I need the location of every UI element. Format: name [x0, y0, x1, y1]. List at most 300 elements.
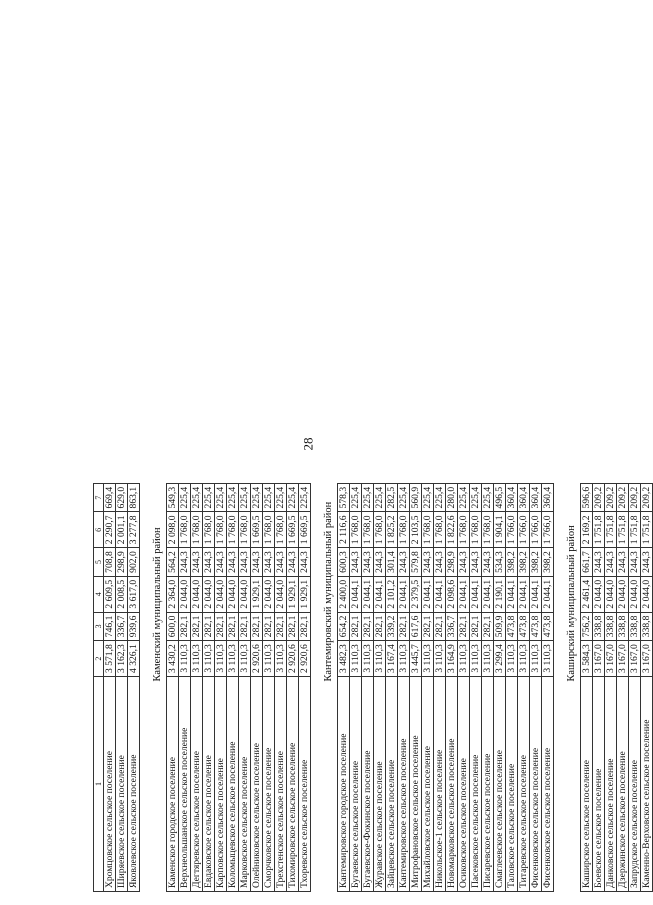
- table-row: [227, 483, 239, 891]
- value-cell: 1 768,0: [350, 512, 362, 548]
- value-cell: 2 044,0: [605, 576, 617, 612]
- value-cell: 225,4: [458, 483, 470, 512]
- value-cell: 473,8: [542, 612, 554, 641]
- table-row: [494, 483, 506, 891]
- settlement-name-cell: Дзержинское сельское поселение: [617, 677, 629, 892]
- value-cell: 3 110,3: [275, 641, 287, 677]
- value-cell: 1 766,0: [518, 512, 530, 548]
- value-cell: 2 044,1: [518, 576, 530, 612]
- value-cell: 1 751,8: [641, 512, 653, 548]
- value-cell: 534,3: [494, 548, 506, 577]
- value-cell: 3 110,3: [239, 641, 251, 677]
- table-row: [251, 483, 263, 891]
- value-cell: 2 044,1: [422, 576, 434, 612]
- value-cell: 336,7: [116, 612, 128, 641]
- table-row: [362, 483, 374, 891]
- value-cell: 3 584,3: [581, 641, 593, 677]
- settlement-name-cell: Митрофановское сельское поселение: [410, 677, 422, 892]
- value-cell: 617,6: [410, 612, 422, 641]
- settlement-name-cell: Коломыцевское сельское поселение: [227, 677, 239, 892]
- value-cell: 244,3: [398, 548, 410, 577]
- value-cell: 2 044,1: [398, 576, 410, 612]
- page-number: 28: [300, 437, 316, 451]
- value-cell: 2 044,0: [191, 576, 203, 612]
- value-cell: 1 766,0: [542, 512, 554, 548]
- settlement-name-cell: Данковское сельское поселение: [605, 677, 617, 892]
- value-cell: 225,4: [191, 483, 203, 512]
- settlement-name-cell: Осиковское сельское поселение: [458, 677, 470, 892]
- value-cell: 1 751,8: [605, 512, 617, 548]
- value-cell: 3 167,0: [629, 641, 641, 677]
- table-row: [287, 483, 299, 891]
- value-cell: 244,3: [299, 548, 311, 577]
- value-cell: 244,3: [617, 548, 629, 577]
- value-cell: 3 110,3: [362, 641, 374, 677]
- value-cell: 473,8: [518, 612, 530, 641]
- settlement-name-cell: Ширяевское сельское поселение: [116, 677, 128, 892]
- table-row: [542, 483, 554, 891]
- value-cell: 209,2: [593, 483, 605, 512]
- table-row: [593, 483, 605, 891]
- settlement-name-cell: Журавское сельское поселение: [374, 677, 386, 892]
- settlement-name-cell: Олейниковское сельское поселение: [251, 677, 263, 892]
- settlement-name-cell: Запрудское сельское поселение: [629, 677, 641, 892]
- value-cell: 282,1: [482, 612, 494, 641]
- value-cell: 2 461,4: [581, 576, 593, 612]
- settlement-name-cell: Писаревское сельское поселение: [482, 677, 494, 892]
- value-cell: 2 044,1: [482, 576, 494, 612]
- value-cell: 282,1: [263, 612, 275, 641]
- value-cell: 244,3: [593, 548, 605, 577]
- value-cell: 225,4: [239, 483, 251, 512]
- district-heading-cell: [140, 483, 167, 891]
- value-cell: 282,1: [374, 612, 386, 641]
- value-cell: 3 110,3: [263, 641, 275, 677]
- value-cell: 3 167,0: [641, 641, 653, 677]
- table-row: [167, 483, 179, 891]
- value-cell: 3 167,0: [605, 641, 617, 677]
- value-cell: 209,2: [605, 483, 617, 512]
- column-number-cell: 2: [94, 641, 104, 677]
- district-title: Каменский муниципальный район: [151, 527, 163, 682]
- table-row: [338, 483, 350, 891]
- value-cell: 3 110,3: [470, 641, 482, 677]
- value-cell: 1 766,0: [530, 512, 542, 548]
- value-cell: 564,2: [167, 548, 179, 577]
- value-cell: 3 110,3: [374, 641, 386, 677]
- value-cell: 225,4: [482, 483, 494, 512]
- value-cell: 2 044,0: [239, 576, 251, 612]
- table-row: [299, 483, 311, 891]
- value-cell: 225,4: [275, 483, 287, 512]
- table-row: [482, 483, 494, 891]
- value-cell: 629,0: [116, 483, 128, 512]
- value-cell: 3 110,3: [227, 641, 239, 677]
- value-cell: 282,1: [179, 612, 191, 641]
- value-cell: 2 103,5: [410, 512, 422, 548]
- value-cell: 2 379,5: [410, 576, 422, 612]
- table-row: [398, 483, 410, 891]
- value-cell: 225,4: [362, 483, 374, 512]
- value-cell: 225,4: [299, 483, 311, 512]
- value-cell: 225,4: [251, 483, 263, 512]
- value-cell: 2 044,1: [434, 576, 446, 612]
- table-row: [263, 483, 275, 891]
- table-row: [581, 483, 593, 891]
- settlement-name-cell: Михайловское сельское поселение: [422, 677, 434, 892]
- settlement-name-cell: Дегтяревское сельское поселение: [191, 677, 203, 892]
- value-cell: 2 098,6: [446, 576, 458, 612]
- settlement-name-cell: Пасековское сельское поселение: [470, 677, 482, 892]
- settlement-name-cell: Бугаевское сельское поселение: [350, 677, 362, 892]
- value-cell: 282,1: [398, 612, 410, 641]
- value-cell: 360,4: [530, 483, 542, 512]
- value-cell: 2 044,1: [530, 576, 542, 612]
- value-cell: 225,4: [287, 483, 299, 512]
- settlement-name-cell: Зайцевское сельское поселение: [386, 677, 398, 892]
- value-cell: 2 290,7: [104, 512, 116, 548]
- value-cell: 2 044,0: [629, 576, 641, 612]
- value-cell: 2 116,6: [338, 512, 350, 548]
- table-row: [458, 483, 470, 891]
- value-cell: 3 162,3: [116, 641, 128, 677]
- value-cell: 282,1: [287, 612, 299, 641]
- value-cell: 3 110,3: [518, 641, 530, 677]
- value-cell: 282,1: [350, 612, 362, 641]
- value-cell: 939,6: [128, 612, 140, 641]
- value-cell: 496,5: [494, 483, 506, 512]
- value-cell: 756,2: [581, 612, 593, 641]
- value-cell: 1 768,0: [470, 512, 482, 548]
- table-row: [128, 483, 140, 891]
- table-row: [191, 483, 203, 891]
- value-cell: 244,3: [470, 548, 482, 577]
- settlement-name-cell: Кантемировское городское поселение: [338, 677, 350, 892]
- value-cell: 225,4: [179, 483, 191, 512]
- value-cell: 244,3: [629, 548, 641, 577]
- value-cell: 282,1: [299, 612, 311, 641]
- value-cell: 3 617,0: [128, 576, 140, 612]
- value-cell: 3 110,3: [422, 641, 434, 677]
- value-cell: 244,3: [350, 548, 362, 577]
- value-cell: 2 609,5: [104, 576, 116, 612]
- value-cell: 2 920,6: [299, 641, 311, 677]
- value-cell: 338,8: [617, 612, 629, 641]
- settlement-name-cell: Фисенковское сельское поселение: [542, 677, 554, 892]
- value-cell: 1 768,0: [275, 512, 287, 548]
- value-cell: 282,1: [434, 612, 446, 641]
- value-cell: 2 044,0: [203, 576, 215, 612]
- value-cell: 1 768,0: [362, 512, 374, 548]
- value-cell: 225,4: [203, 483, 215, 512]
- value-cell: 1 768,0: [191, 512, 203, 548]
- value-cell: 339,2: [386, 612, 398, 641]
- value-cell: 2 044,0: [227, 576, 239, 612]
- table-row: [617, 483, 629, 891]
- value-cell: 1 825,2: [386, 512, 398, 548]
- column-number-cell: 1: [94, 677, 104, 892]
- value-cell: 244,3: [191, 548, 203, 577]
- value-cell: 661,7: [581, 548, 593, 577]
- rotated-page-content: [93, 10, 652, 892]
- value-cell: 282,1: [422, 612, 434, 641]
- value-cell: 225,4: [374, 483, 386, 512]
- settlement-name-cell: Каширское сельское поселение: [581, 677, 593, 892]
- value-cell: 244,3: [275, 548, 287, 577]
- value-cell: 301,4: [386, 548, 398, 577]
- value-cell: 2 044,1: [374, 576, 386, 612]
- value-cell: 398,2: [518, 548, 530, 577]
- value-cell: 225,4: [434, 483, 446, 512]
- value-cell: 1 768,0: [239, 512, 251, 548]
- value-cell: 2 169,2: [581, 512, 593, 548]
- value-cell: 1 751,8: [593, 512, 605, 548]
- value-cell: 1 768,0: [179, 512, 191, 548]
- value-cell: 244,3: [458, 548, 470, 577]
- value-cell: 579,8: [410, 548, 422, 577]
- value-cell: 3 167,0: [593, 641, 605, 677]
- settlement-name-cell: Марковское сельское поселение: [239, 677, 251, 892]
- value-cell: 2 044,0: [263, 576, 275, 612]
- table-row: [116, 483, 128, 891]
- settlement-name-cell: Карповское сельское поселение: [215, 677, 227, 892]
- value-cell: 1 768,0: [227, 512, 239, 548]
- value-cell: 1 929,1: [287, 576, 299, 612]
- value-cell: 2 044,1: [506, 576, 518, 612]
- table-row: [506, 483, 518, 891]
- table-row: [350, 483, 362, 891]
- table-row: [203, 483, 215, 891]
- value-cell: 3 110,3: [398, 641, 410, 677]
- value-cell: 225,4: [422, 483, 434, 512]
- settlement-name-cell: Новомарковское сельское поселение: [446, 677, 458, 892]
- value-cell: 282,1: [458, 612, 470, 641]
- table-row: [179, 483, 191, 891]
- settlement-name-cell: Хромцовское сельское поселение: [104, 677, 116, 892]
- value-cell: 3 110,3: [506, 641, 518, 677]
- value-cell: 3 482,3: [338, 641, 350, 677]
- value-cell: 1 669,5: [251, 512, 263, 548]
- district-heading-row: [554, 483, 581, 891]
- settlement-name-cell: Тихомировское сельское поселение: [287, 677, 299, 892]
- value-cell: 3 277,8: [128, 512, 140, 548]
- value-cell: 549,3: [167, 483, 179, 512]
- value-cell: 3 110,3: [482, 641, 494, 677]
- value-cell: 2 364,0: [167, 576, 179, 612]
- value-cell: 600,0: [167, 612, 179, 641]
- value-cell: 2 044,0: [617, 576, 629, 612]
- value-cell: 3 110,3: [530, 641, 542, 677]
- value-cell: 225,4: [215, 483, 227, 512]
- value-cell: 225,4: [227, 483, 239, 512]
- value-cell: 3 110,3: [350, 641, 362, 677]
- value-cell: 2 920,6: [287, 641, 299, 677]
- value-cell: 398,2: [506, 548, 518, 577]
- value-cell: 1 904,1: [494, 512, 506, 548]
- value-cell: 360,4: [506, 483, 518, 512]
- value-cell: 2 101,2: [386, 576, 398, 612]
- value-cell: 578,3: [338, 483, 350, 512]
- value-cell: 282,1: [191, 612, 203, 641]
- value-cell: 1 768,0: [482, 512, 494, 548]
- value-cell: 244,3: [605, 548, 617, 577]
- value-cell: 225,4: [350, 483, 362, 512]
- value-cell: 1 929,1: [299, 576, 311, 612]
- value-cell: 244,3: [179, 548, 191, 577]
- table-row: [470, 483, 482, 891]
- value-cell: 3 167,0: [617, 641, 629, 677]
- value-cell: 282,1: [239, 612, 251, 641]
- value-cell: 282,1: [215, 612, 227, 641]
- value-cell: 1 768,0: [374, 512, 386, 548]
- settlement-name-cell: Боевское сельское поселение: [593, 677, 605, 892]
- value-cell: 746,1: [104, 612, 116, 641]
- value-cell: 2 044,1: [362, 576, 374, 612]
- value-cell: 280,0: [446, 483, 458, 512]
- value-cell: 282,1: [275, 612, 287, 641]
- value-cell: 338,8: [641, 612, 653, 641]
- column-number-row: [94, 483, 104, 891]
- value-cell: 282,1: [203, 612, 215, 641]
- value-cell: 209,2: [641, 483, 653, 512]
- value-cell: 1 768,0: [458, 512, 470, 548]
- value-cell: 244,3: [482, 548, 494, 577]
- value-cell: 3 110,3: [203, 641, 215, 677]
- settlement-name-cell: Бугаевское-Фокинское поселение: [362, 677, 374, 892]
- settlement-name-cell: Евдаковское сельское поселение: [203, 677, 215, 892]
- value-cell: 2 044,0: [641, 576, 653, 612]
- value-cell: 3 110,3: [179, 641, 191, 677]
- table-row: [446, 483, 458, 891]
- value-cell: 863,1: [128, 483, 140, 512]
- value-cell: 1 768,0: [422, 512, 434, 548]
- value-cell: 244,3: [203, 548, 215, 577]
- value-cell: 282,5: [386, 483, 398, 512]
- value-cell: 338,8: [605, 612, 617, 641]
- value-cell: 3 110,3: [542, 641, 554, 677]
- value-cell: 3 110,3: [458, 641, 470, 677]
- value-cell: 1 768,0: [203, 512, 215, 548]
- settlement-name-cell: Смаглеевское сельское поселение: [494, 677, 506, 892]
- value-cell: 1 766,0: [506, 512, 518, 548]
- value-cell: 398,2: [530, 548, 542, 577]
- value-cell: 225,4: [263, 483, 275, 512]
- value-cell: 2 400,0: [338, 576, 350, 612]
- district-title: Кантемировский муниципальный район: [322, 501, 334, 682]
- value-cell: 560,9: [410, 483, 422, 512]
- value-cell: 2 044,0: [275, 576, 287, 612]
- value-cell: 1 669,5: [287, 512, 299, 548]
- value-cell: 3 110,3: [191, 641, 203, 677]
- value-cell: 473,8: [530, 612, 542, 641]
- value-cell: 596,6: [581, 483, 593, 512]
- table-row: [410, 483, 422, 891]
- table-row: [518, 483, 530, 891]
- value-cell: 225,4: [398, 483, 410, 512]
- value-cell: 509,9: [494, 612, 506, 641]
- table-row: [530, 483, 542, 891]
- value-cell: 2 044,1: [458, 576, 470, 612]
- value-cell: 3 430,2: [167, 641, 179, 677]
- value-cell: 669,4: [104, 483, 116, 512]
- settlement-name-cell: Титаревское сельское поселение: [518, 677, 530, 892]
- settlement-name-cell: Кантемировское сельское поселение: [398, 677, 410, 892]
- column-number-cell: 5: [94, 548, 104, 577]
- value-cell: 282,1: [470, 612, 482, 641]
- value-cell: 282,1: [362, 612, 374, 641]
- value-cell: 209,2: [629, 483, 641, 512]
- district-heading-cell: [311, 483, 338, 891]
- value-cell: 244,3: [215, 548, 227, 577]
- value-cell: 4 326,1: [128, 641, 140, 677]
- district-heading-row: [311, 483, 338, 891]
- table-row: [374, 483, 386, 891]
- table-row: [629, 483, 641, 891]
- value-cell: 244,3: [239, 548, 251, 577]
- value-cell: 244,3: [374, 548, 386, 577]
- value-cell: 336,7: [446, 612, 458, 641]
- value-cell: 244,3: [263, 548, 275, 577]
- value-cell: 1 751,8: [629, 512, 641, 548]
- value-cell: 225,4: [470, 483, 482, 512]
- value-cell: 2 098,0: [167, 512, 179, 548]
- value-cell: 244,3: [422, 548, 434, 577]
- value-cell: 282,1: [227, 612, 239, 641]
- value-cell: 209,2: [617, 483, 629, 512]
- value-cell: 2 044,1: [470, 576, 482, 612]
- value-cell: 1 768,0: [215, 512, 227, 548]
- value-cell: 282,1: [251, 612, 263, 641]
- table-row: [275, 483, 287, 891]
- value-cell: 1 768,0: [263, 512, 275, 548]
- table-row: [422, 483, 434, 891]
- value-cell: 398,2: [542, 548, 554, 577]
- column-number-cell: 6: [94, 512, 104, 548]
- value-cell: 244,3: [362, 548, 374, 577]
- table-row: [386, 483, 398, 891]
- settlement-name-cell: Таловское сельское поселение: [506, 677, 518, 892]
- value-cell: 338,8: [593, 612, 605, 641]
- table-row: [239, 483, 251, 891]
- settlement-name-cell: Фисенковское сельское поселение: [530, 677, 542, 892]
- value-cell: 2 920,6: [251, 641, 263, 677]
- column-number-cell: 4: [94, 576, 104, 612]
- value-cell: 3 445,7: [410, 641, 422, 677]
- settlement-name-cell: Верхнеольшанское сельское поселение: [179, 677, 191, 892]
- value-cell: 360,4: [518, 483, 530, 512]
- settlement-name-cell: Каменно-Верховское сельское поселение: [641, 677, 653, 892]
- value-cell: 902,0: [128, 548, 140, 577]
- table-row: [434, 483, 446, 891]
- district-heading-row: [140, 483, 167, 891]
- value-cell: 2 044,1: [350, 576, 362, 612]
- value-cell: 2 044,0: [215, 576, 227, 612]
- settlement-name-cell: Никольское-1 сельское поселение: [434, 677, 446, 892]
- value-cell: 244,3: [434, 548, 446, 577]
- district-heading-cell: [554, 483, 581, 891]
- value-cell: 1 768,0: [398, 512, 410, 548]
- value-cell: 1 929,1: [251, 576, 263, 612]
- value-cell: 2 001,1: [116, 512, 128, 548]
- value-cell: 298,9: [446, 548, 458, 577]
- value-cell: 244,3: [251, 548, 263, 577]
- value-cell: 654,2: [338, 612, 350, 641]
- settlement-name-cell: Сморчковское сельское поселение: [263, 677, 275, 892]
- value-cell: 2 044,1: [542, 576, 554, 612]
- allocation-table: [93, 483, 653, 892]
- value-cell: 338,8: [629, 612, 641, 641]
- value-cell: 1 768,0: [434, 512, 446, 548]
